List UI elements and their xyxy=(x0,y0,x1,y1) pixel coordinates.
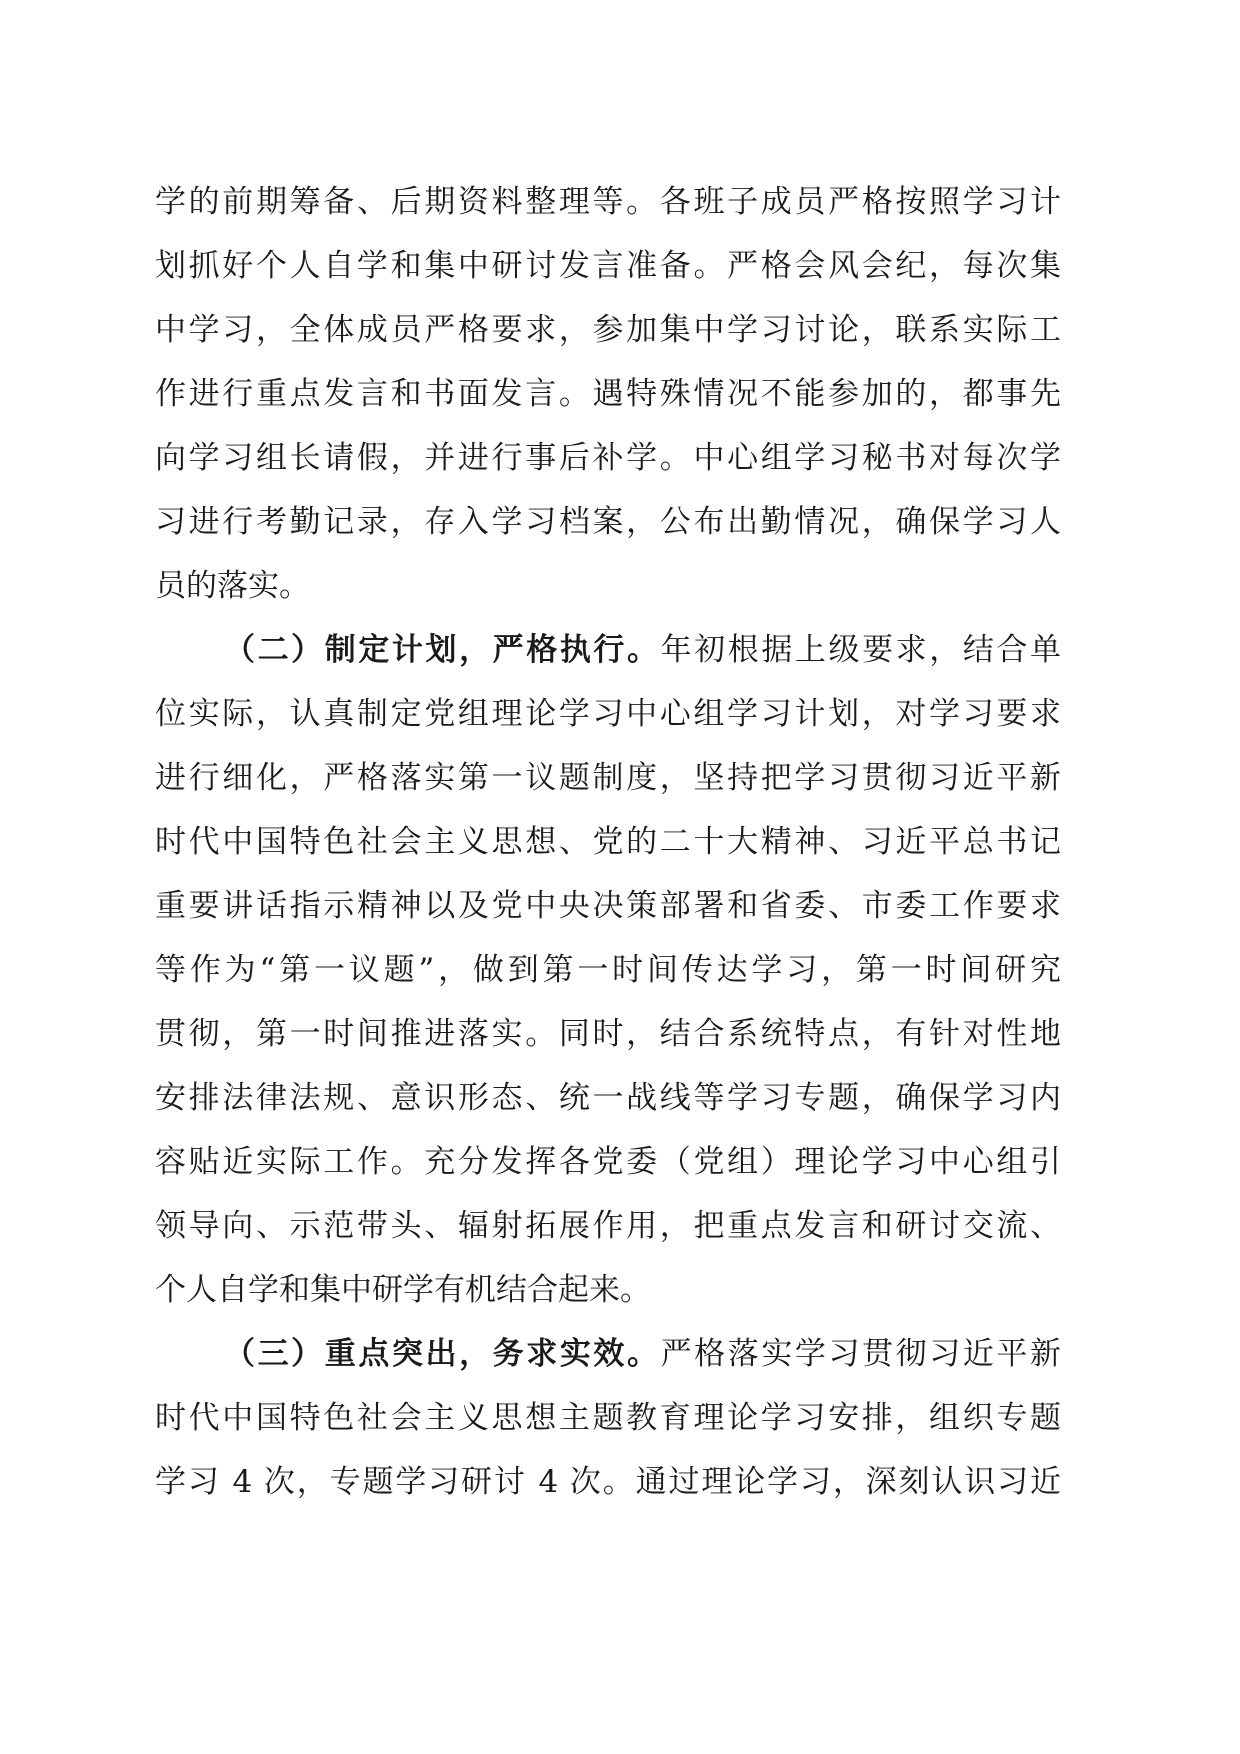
text-line: 领导向、示范带头、辐射拓展作用，把重点发言和研讨交流、 xyxy=(155,1208,1061,1244)
text-line: 进行细化，严格落实第一议题制度，坚持把学习贯彻习近平新 xyxy=(155,760,1061,796)
text-line: 容贴近实际工作。充分发挥各党委（党组）理论学习中心组引 xyxy=(155,1144,1061,1180)
section-2-first-line xyxy=(155,618,1061,682)
text-line: 向学习组长请假，并进行事后补学。中心组学习秘书对每次学 xyxy=(155,440,1061,476)
document-body xyxy=(155,170,1061,1514)
text-line: 时代中国特色社会主义思想、党的二十大精神、习近平总书记 xyxy=(155,824,1061,860)
section-2-heading: （二）制定计划，严格执行。 xyxy=(224,632,661,668)
text-line: 个人自学和集中研学有机结合起来。 xyxy=(155,1272,651,1308)
text-line: 等作为“第一议题”，做到第一时间传达学习，第一时间研究 xyxy=(155,952,1061,988)
text-line: 学的前期筹备、后期资料整理等。各班子成员严格按照学习计 xyxy=(155,184,1061,220)
text-line: 习进行考勤记录，存入学习档案，公布出勤情况，确保学习人 xyxy=(155,504,1061,540)
text-line: 安排法律法规、意识形态、统一战线等学习专题，确保学习内 xyxy=(155,1080,1061,1116)
text-line: 学习 4 次，专题学习研讨 4 次。通过理论学习，深刻认识习近 xyxy=(155,1464,1061,1500)
text-line: 重要讲话指示精神以及党中央决策部署和省委、市委工作要求 xyxy=(155,888,1061,924)
text-line: 位实际，认真制定党组理论学习中心组学习计划，对学习要求 xyxy=(155,696,1061,732)
text-line: 中学习，全体成员严格要求，参加集中学习讨论，联系实际工 xyxy=(155,312,1061,348)
text-line: 员的落实。 xyxy=(155,568,310,604)
text-line: 时代中国特色社会主义思想主题教育理论学习安排，组织专题 xyxy=(155,1400,1061,1436)
section-3-first-line xyxy=(155,1322,1061,1386)
text-line: 作进行重点发言和书面发言。遇特殊情况不能参加的，都事先 xyxy=(155,376,1061,412)
text-line: 划抓好个人自学和集中研讨发言准备。严格会风会纪，每次集 xyxy=(155,248,1061,284)
text-line: 贯彻，第一时间推进落实。同时，结合系统特点，有针对性地 xyxy=(155,1016,1061,1052)
section-2-first-text: 年初根据上级要求，结合单 xyxy=(660,632,1061,668)
section-3-heading: （三）重点突出，务求实效。 xyxy=(224,1336,661,1372)
section-3-first-text: 严格落实学习贯彻习近平新 xyxy=(660,1336,1061,1372)
